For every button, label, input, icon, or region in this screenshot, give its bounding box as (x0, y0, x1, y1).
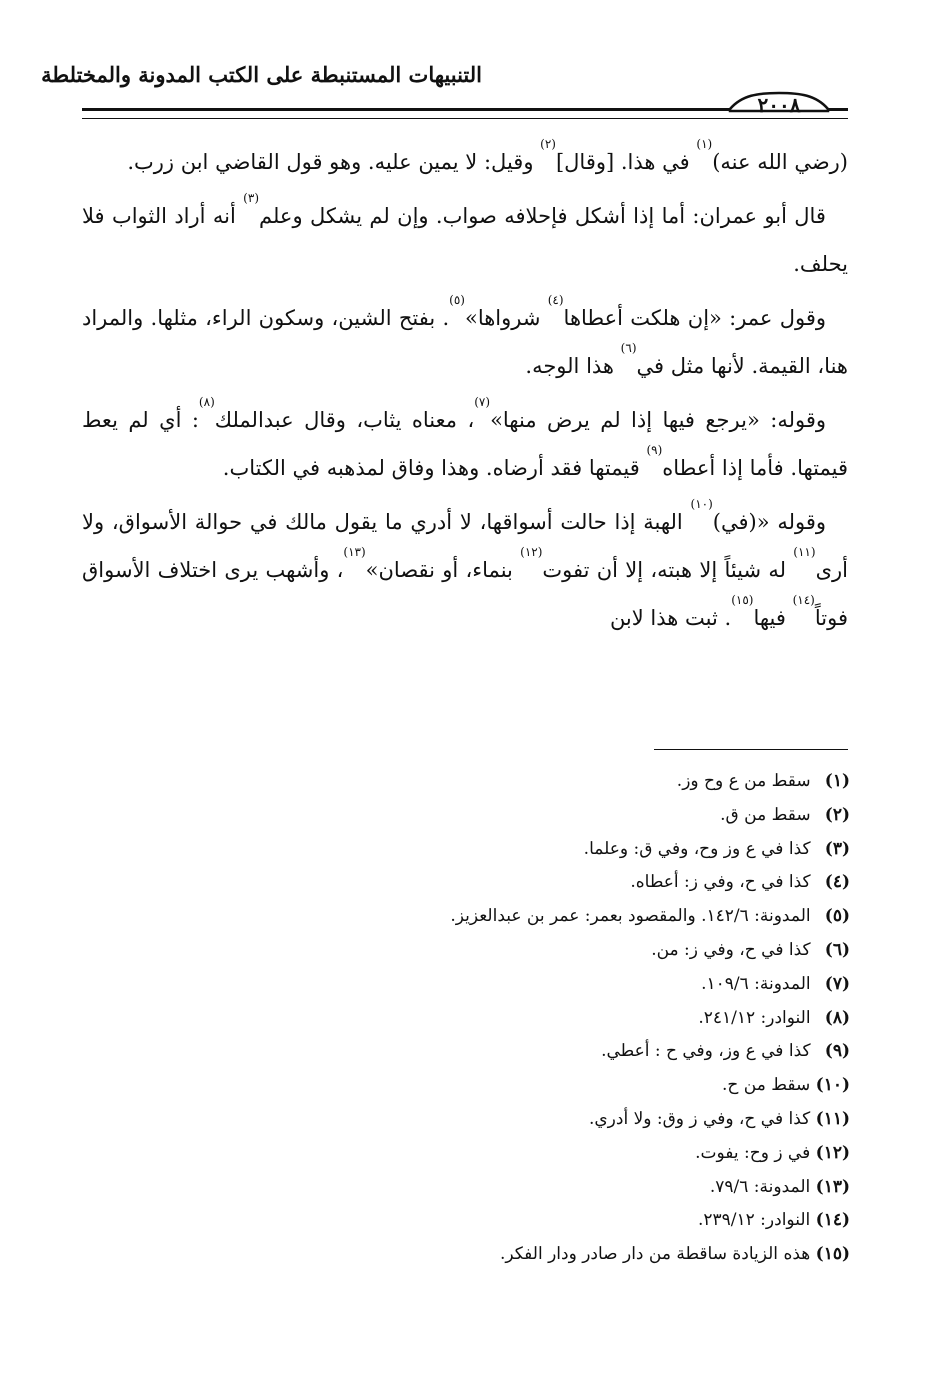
footnote-marker: (٣) (243, 191, 259, 205)
footnote-text: سقط من ع وح وز. (676, 771, 816, 791)
footnote-marker: (١٥) (731, 593, 754, 607)
paragraph (82, 396, 848, 492)
footnote-number: (٧) (824, 973, 850, 994)
paragraph (82, 294, 848, 390)
footnote-number: (٦) (824, 939, 850, 960)
footnote-item (82, 934, 850, 968)
footnote-item (82, 799, 850, 833)
text-segment: قيمتها فقد أرضاه. وهذا وفاق لمذهبه في الكتاب. (222, 456, 647, 480)
text-segment: له شيئاً إلا هبته، إلا أن تفوت (542, 558, 794, 582)
footnote-number: (١) (824, 771, 850, 791)
text-segment: ، وأشهب يرى اختلاف الأسواق فوتاً (82, 558, 848, 630)
footnote-text: كذا في ع وز، وفي ح : أعطي. (601, 1041, 816, 1062)
footnote-marker: (١١) (793, 545, 816, 559)
footnote-item (82, 1171, 850, 1205)
text-segment: أنه أراد الثواب فلا يحلف. (82, 204, 848, 276)
footnote-marker: (١٤) (792, 593, 815, 607)
text-segment: . ثبت هذا لابن (609, 606, 732, 630)
footnote-marker: (٥) (449, 293, 465, 307)
footnote-marker: (١٣) (343, 545, 366, 559)
footnote-marker: (١٠) (690, 497, 713, 511)
page-number-badge (728, 91, 830, 119)
footnote-item (82, 1069, 850, 1103)
footnote-number: (١٤) (815, 1210, 850, 1231)
text-segment: وقول عمر: «إن هلكت أعطاها (563, 306, 827, 330)
footnote-item (82, 833, 850, 867)
footnote-item (82, 1238, 850, 1272)
footnote-marker: (١٢) (520, 545, 543, 559)
footnote-text: المدونة: ١٠٩/٦. (701, 973, 816, 994)
footnote-number: (٣) (824, 838, 850, 859)
footnote-number: (١٥) (815, 1244, 850, 1265)
footnote-text: المدونة: ١٤٢/٦. والمقصود بعمر: عمر بن عبدالعزيز. (450, 906, 816, 927)
footnote-marker: (٩) (646, 443, 663, 457)
footnote-number: (١٢) (815, 1142, 850, 1163)
footnote-text: كذا في ح، وفي ز: أعطاه. (630, 872, 816, 893)
footnote-number: (٥) (824, 906, 850, 927)
footnote-marker: (٨) (198, 395, 215, 409)
footnote-text: المدونة: ٧٩/٦. (709, 1176, 816, 1197)
footnote-number: (٢) (824, 804, 850, 825)
footnote-text: كذا في ع وز وح، وفي ق: وعلما. (583, 838, 816, 859)
footnote-text: كذا في ح، وفي ز وق: ولا أدري. (588, 1108, 816, 1129)
text-segment: قال أبو عمران: أما إذا أشكل فإحلافه صواب. وإن لم يشكل وعلم (259, 204, 826, 228)
footnote-item (82, 1204, 850, 1238)
text-segment: وقيل: لا يمين عليه. وهو قول القاضي ابن زرب. (127, 150, 541, 174)
footnote-text: سقط من ق. (720, 804, 816, 825)
footnote-marker: (٧) (474, 395, 491, 409)
text-segment: بنماء، أو نقصان» (365, 558, 521, 582)
footnote-item (82, 968, 850, 1002)
text-segment: (رضي الله عنه) (712, 150, 848, 174)
footnotes-list (82, 765, 850, 1272)
footnote-text: النوادر: ٢٣٩/١٢. (697, 1210, 816, 1231)
footnote-number: (٩) (824, 1041, 850, 1062)
page-number: ٢٠٠٨ (757, 93, 801, 117)
footnote-item (82, 1035, 850, 1069)
text-segment: هذا الوجه. (525, 354, 621, 378)
footnote-text: هذه الزيادة ساقطة من دار صادر ودار الفكر. (500, 1244, 816, 1265)
footnote-marker: (٤) (547, 293, 564, 307)
footnote-marker: (١) (696, 137, 713, 151)
paragraph (82, 192, 848, 288)
text-segment: الهبة إذا حالت أسواقها، لا أدري ما يقول مالك في حوالة الأسواق، ولا أرى (82, 510, 848, 582)
footnote-item (82, 1002, 850, 1036)
footnote-marker: (٢) (540, 137, 556, 151)
text-segment: . بفتح الشين، وسكون الراء، مثلها. والمراد هنا، القيمة. لأنها مثل في (82, 306, 848, 378)
text-segment: وقوله: «يرجع فيها إذا لم يرض منها» (490, 408, 827, 432)
footnote-item (82, 900, 850, 934)
text-segment: وقوله «(في) (712, 510, 827, 534)
text-segment: فيها (753, 606, 793, 630)
footnote-item (82, 1103, 850, 1137)
paragraph (82, 138, 848, 186)
running-header-title: التنبيهات المستنبطة على الكتب المدونة والمختلطة (41, 62, 482, 87)
footnote-item (82, 1137, 850, 1171)
paragraph (82, 498, 848, 642)
footnote-separator (654, 749, 848, 750)
text-segment: : أي لم يعط قيمتها. فأما إذا أعطاه (82, 408, 848, 480)
text-segment: ، معناه يثاب، وقال عبدالملك (214, 408, 475, 432)
footnote-text: كذا في ح، وفي ز: من. (651, 939, 816, 960)
footnote-text: في ز وح: يفوت. (695, 1142, 816, 1163)
text-segment: في هذا. [وقال] (555, 150, 697, 174)
footnote-number: (١١) (815, 1108, 850, 1129)
footnote-marker: (٦) (620, 341, 637, 355)
footnote-item (82, 866, 850, 900)
footnote-text: سقط من ح. (722, 1075, 816, 1096)
footnote-number: (١٣) (815, 1176, 850, 1197)
text-segment: شرواها» (464, 306, 548, 330)
footnote-number: (١٠) (815, 1075, 850, 1096)
footnote-item (82, 765, 850, 799)
footnote-number: (٤) (824, 872, 850, 893)
footnote-number: (٨) (824, 1007, 850, 1028)
footnote-text: النوادر: ٢٤١/١٢. (698, 1007, 816, 1028)
main-text (82, 138, 848, 648)
